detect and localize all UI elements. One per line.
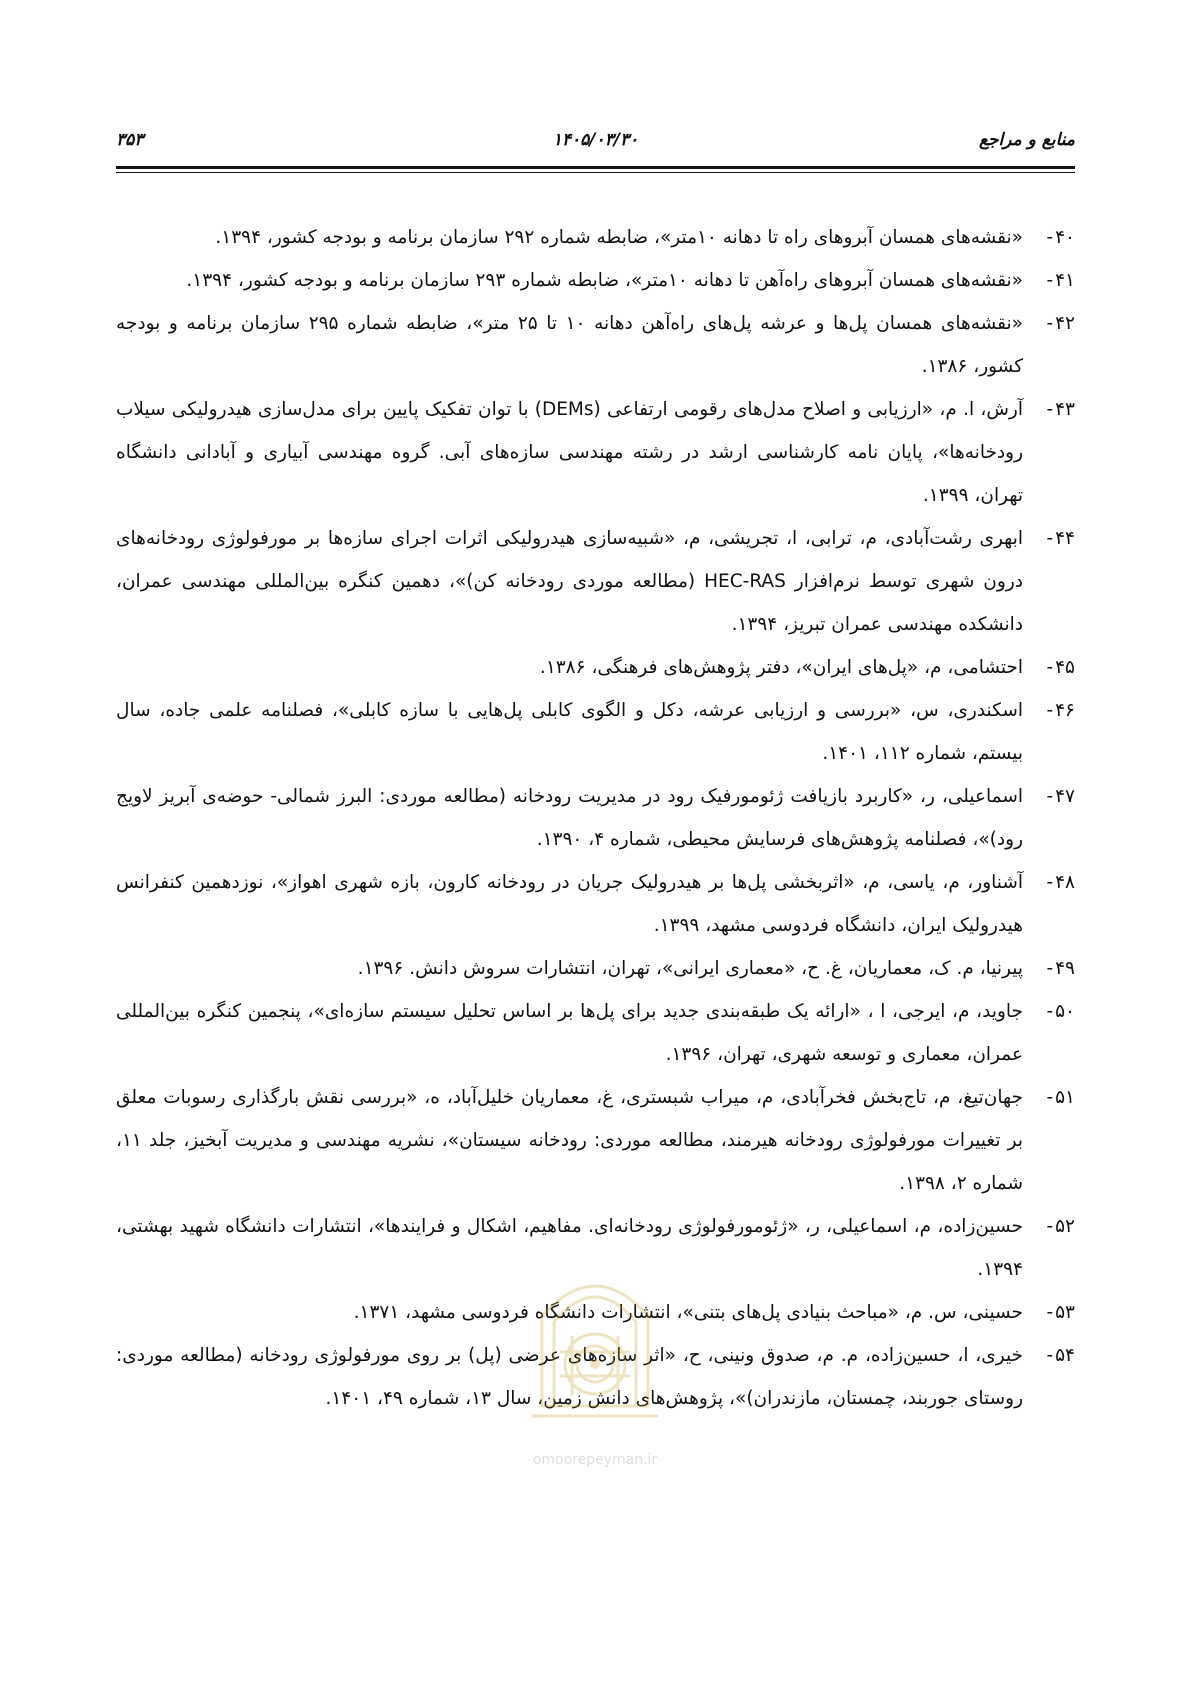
reference-text: خیری، ا، حسین‌زاده، م. م، صدوق ونینی، ح، «اثر سازه‌های عرضی (پل) بر روی مورفولوژی رودخانه (مطالعه موردی: روستای جوربند، چمستان، مازندران)»، پژوهش‌های دانش زمین، سال ۱۳، شماره ۴۹، ۱۴۰۱. [116,1345,1023,1409]
references-list [116,216,1075,1420]
watermark-site: omoorepeyman.ir [532,1452,658,1468]
reference-item [116,302,1075,388]
header-rule-thin [116,172,1075,173]
reference-item [116,1334,1075,1420]
reference-item [116,990,1075,1076]
reference-item [116,646,1075,689]
reference-text: ابهری رشت‌آبادی، م، ترابی، ا، تجریشی، م، «شبیه‌سازی هیدرولیکی اثرات اجرای سازه‌ها بر مورفولوژی رودخانه‌های درون شهری توسط نرم‌افزار HEC-RAS (مطالعه موردی رودخانه کن)»، دهمین کنگره بین‌المللی مهندسی عمران، دانشکده مهندسی عمران تبریز، ۱۳۹۴. [116,528,1024,635]
reference-text: پیرنیا، م. ک، معماریان، غ. ح، «معماری ایرانی»، تهران، انتشارات سروش دانش. ۱۳۹۶. [357,958,1023,979]
reference-item [116,947,1075,990]
reference-text: آرش، ا. م، «ارزیابی و اصلاح مدل‌های رقومی ارتفاعی (DEMs) با توان تفکیک پایین برای مدل‌سازی هیدرولیکی سیلاب رودخانه‌ها»، پایان نامه کارشناسی ارشد در رشته مهندسی سازه‌های آبی. گروه مهندسی آبیاری و آبادانی دانشگاه تهران، ۱۳۹۹. [116,399,1023,506]
reference-number: ۴۷- [1046,786,1075,807]
reference-number: ۴۹- [1046,958,1075,979]
reference-item [116,517,1075,646]
reference-item [116,388,1075,517]
reference-text: جهان‌تیغ، م، تاج‌بخش فخرآبادی، م، میراب شبستری، غ، معماریان خلیل‌آباد، ه، «بررسی نقش بارگذاری رسوبات معلق بر تغییرات مورفولوژی رودخانه هیرمند، مطالعه موردی: رودخانه سیستان»، نشریه مهندسی و مدیریت آبخیز، جلد ۱۱، شماره ۲، ۱۳۹۸. [116,1087,1023,1194]
reference-item [116,1076,1075,1205]
page-header [116,130,1075,166]
header-date: ۱۴۰۵/۰۳/۳۰ [552,130,639,150]
reference-number: ۴۵- [1046,657,1075,678]
reference-text: جاوید، م، ایرجی، ا ، «ارائه یک طبقه‌بندی جدید برای پل‌ها بر اساس تحلیل سیستم سازه‌ای»، پنجمین کنگره بین‌المللی عمران، معماری و توسعه شهری، تهران، ۱۳۹۶. [116,1001,1023,1065]
reference-text: «نقشه‌های همسان پل‌ها و عرشه پل‌های راه‌آهن دهانه ۱۰ تا ۲۵ متر»، ضابطه شماره ۲۹۵ سازمان برنامه و بودجه کشور، ۱۳۸۶. [116,313,1023,377]
reference-number: ۵۰- [1046,1001,1075,1022]
reference-number: ۴۶- [1046,700,1075,721]
reference-item [116,861,1075,947]
reference-text: اسکندری، س، «بررسی و ارزیابی عرشه، دکل و الگوی کابلی پل‌هایی با سازه کابلی»، فصلنامه علمی جاده، سال بیستم، شماره ۱۱۲، ۱۴۰۱. [116,700,1023,764]
reference-item [116,775,1075,861]
reference-item [116,1291,1075,1334]
reference-item [116,1205,1075,1291]
reference-number: ۵۳- [1046,1302,1075,1323]
reference-text: حسینی، س. م، «مباحث بنیادی پل‌های بتنی»، انتشارات دانشگاه فردوسی مشهد، ۱۳۷۱. [353,1302,1023,1323]
reference-number: ۴۳- [1046,399,1075,420]
page-number: ۳۵۳ [116,130,144,150]
reference-number: ۵۴- [1046,1345,1075,1366]
header-rule-thick [116,166,1075,169]
section-title: منابع و مراجع [978,130,1075,150]
reference-text: آشناور، م، یاسی، م، «اثربخشی پل‌ها بر هیدرولیک جریان در رودخانه کارون، بازه شهری اهواز»، نوزدهمین کنفرانس هیدرولیک ایران، دانشگاه فردوسی مشهد، ۱۳۹۹. [116,872,1023,936]
reference-number: ۵۲- [1046,1216,1075,1237]
reference-text: احتشامی، م، «پل‌های ایران»، دفتر پژوهش‌های فرهنگی، ۱۳۸۶. [539,657,1023,678]
reference-text: «نقشه‌های همسان آبروهای راه تا دهانه ۱۰متر»، ضابطه شماره ۲۹۲ سازمان برنامه و بودجه کشور، ۱۳۹۴. [215,227,1023,248]
reference-item [116,689,1075,775]
reference-number: ۴۸- [1046,872,1075,893]
reference-text: اسماعیلی، ر، «کاربرد بازیافت ژئومورفیک رود در مدیریت رودخانه (مطالعه موردی: البرز شمالی- حوضه‌ی آبریز لاویج رود)»، فصلنامه پژوهش‌های فرسایش محیطی، شماره ۴، ۱۳۹۰. [116,786,1023,850]
reference-number: ۵۱- [1046,1087,1075,1108]
reference-number: ۴۱- [1046,270,1075,291]
reference-number: ۴۲- [1046,313,1075,334]
reference-text: «نقشه‌های همسان آبروهای راه‌آهن تا دهانه ۱۰متر»، ضابطه شماره ۲۹۳ سازمان برنامه و بودجه کشور، ۱۳۹۴. [186,270,1023,291]
reference-number: ۴۰- [1046,227,1075,248]
reference-item [116,216,1075,259]
reference-number: ۴۴- [1046,528,1075,549]
reference-text: حسین‌زاده، م، اسماعیلی، ر، «ژئومورفولوژی رودخانه‌ای. مفاهیم، اشکال و فرایندها»، انتشارات دانشگاه شهید بهشتی، ۱۳۹۴. [116,1216,1023,1280]
reference-item [116,259,1075,302]
